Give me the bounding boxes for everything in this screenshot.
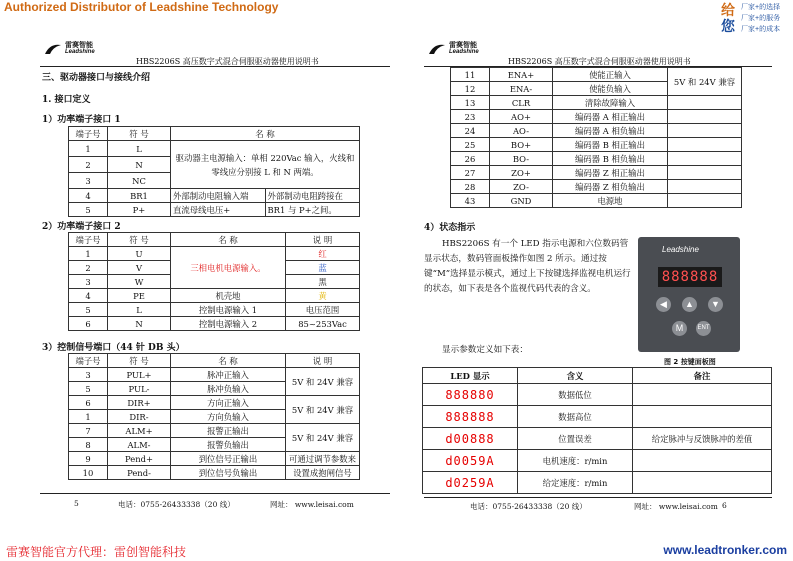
- col-header: 符 号: [108, 354, 171, 368]
- table-row: [451, 194, 742, 208]
- agent-banner: 雷赛智能官方代理：雷创智能科技: [6, 545, 187, 559]
- table-row: [451, 110, 742, 124]
- brand-cn: 雷赛智能: [65, 42, 93, 49]
- cell: CLR: [490, 96, 553, 110]
- table-row: [69, 368, 360, 382]
- cell: 1: [69, 141, 108, 157]
- cell-empty: [668, 110, 742, 124]
- left-footer-tel: 电话：0755-26433338（20 线）: [118, 500, 235, 509]
- cell: 23: [451, 110, 490, 124]
- leadshine-swirl-icon: [428, 42, 446, 56]
- cell: 2: [69, 261, 108, 275]
- cell-empty: [668, 152, 742, 166]
- section-power-port-1: 1）功率端子接口 1: [42, 115, 121, 125]
- chapter-title: 三、驱动器接口与接线介绍: [42, 73, 151, 83]
- cell-empty: [668, 166, 742, 180]
- cell: 方向负输入: [171, 410, 286, 424]
- cell: 报警负输出: [171, 438, 286, 452]
- subsection-interface: 1. 接口定义: [42, 95, 91, 105]
- cell: 报警正输出: [171, 424, 286, 438]
- cell: V: [108, 261, 171, 275]
- col-header: 符 号: [108, 127, 171, 141]
- ent-key: ENT: [696, 321, 711, 336]
- cell: 位置误差: [518, 428, 633, 450]
- cell: 编码器 Z 相负输出: [553, 180, 668, 194]
- cell: 到位信号正输出: [171, 452, 286, 466]
- cell: 直流母线电压+: [171, 203, 266, 217]
- right-footer-tel: 电话：0755-26433338（20 线）: [470, 502, 587, 511]
- col-header: 备注: [633, 368, 772, 384]
- cell-empty: [668, 180, 742, 194]
- cell: ZO+: [490, 166, 553, 180]
- cell: 机壳地: [171, 289, 286, 303]
- right-doc-title: HBS2206S 高压数字式混合伺服驱动器使用说明书: [508, 57, 691, 66]
- cell: L: [108, 141, 171, 157]
- col-header: 说 明: [286, 233, 360, 247]
- cell: 9: [69, 452, 108, 466]
- cell-main-power-desc: 驱动器主电源输入：单相 220Vac 输入，火线和零线应分别接 L 和 N 两端。: [171, 141, 360, 189]
- cell-empty: [668, 194, 742, 208]
- cell-color-black: 黑: [286, 275, 360, 289]
- cell: 3: [69, 368, 108, 382]
- led-code: d0259A: [423, 472, 518, 494]
- table-row: [423, 406, 772, 428]
- col-header: 端子号: [69, 233, 108, 247]
- leadshine-swirl-icon: [44, 42, 62, 56]
- cell: 外部制动电阻跨接在: [265, 189, 360, 203]
- cell: U: [108, 247, 171, 261]
- left-header-rule: [40, 66, 390, 67]
- cell-empty: [668, 138, 742, 152]
- cell: 26: [451, 152, 490, 166]
- cell: 28: [451, 180, 490, 194]
- col-header: 名 称: [171, 233, 286, 247]
- cell: 43: [451, 194, 490, 208]
- table-row: [69, 452, 360, 466]
- table-header-row: [69, 233, 360, 247]
- cell: Pend-: [108, 466, 171, 480]
- cell: Pend+: [108, 452, 171, 466]
- table-row: [69, 317, 360, 331]
- control-signal-table: [68, 353, 360, 480]
- cell-compat-note: 5V 和 24V 兼容: [286, 368, 360, 396]
- cell-compat-note: 5V 和 24V 兼容: [286, 396, 360, 424]
- table-row: [451, 124, 742, 138]
- cell: ENA-: [490, 82, 553, 96]
- cell: 编码器 A 相正输出: [553, 110, 668, 124]
- section-power-port-2: 2）功率端子接口 2: [42, 222, 121, 232]
- cell: ZO-: [490, 180, 553, 194]
- col-header: 名 称: [171, 127, 360, 141]
- cell-motor-power: 三相电机电源输入。: [171, 247, 286, 289]
- table-row: [69, 466, 360, 480]
- cell: 24: [451, 124, 490, 138]
- cell-color-blue: 蓝: [286, 261, 360, 275]
- led-code: 888888: [423, 406, 518, 428]
- cell-color-yellow: 黄: [286, 289, 360, 303]
- cell: PUL+: [108, 368, 171, 382]
- cell: 外部制动电阻输入端: [171, 189, 266, 203]
- cell: 数据低位: [518, 384, 633, 406]
- table-row: [423, 472, 772, 494]
- led-display-table: [422, 367, 772, 494]
- table-header-row: [69, 354, 360, 368]
- cell: 电源地: [553, 194, 668, 208]
- cell: AO+: [490, 110, 553, 124]
- cell: 给定速度：r/min: [518, 472, 633, 494]
- cell: 1: [69, 410, 108, 424]
- cell: 电机速度：r/min: [518, 450, 633, 472]
- table-row: [69, 247, 360, 261]
- cell: 编码器 B 相正输出: [553, 138, 668, 152]
- cell: 脉冲正输入: [171, 368, 286, 382]
- cell: 10: [69, 466, 108, 480]
- cell: L: [108, 303, 171, 317]
- cell: 给定脉冲与反馈脉冲的差值: [633, 428, 772, 450]
- distributor-banner: Authorized Distributor of Leadshine Technology: [4, 0, 279, 14]
- cell: 12: [451, 82, 490, 96]
- cell: BO+: [490, 138, 553, 152]
- cell: PE: [108, 289, 171, 303]
- figure-caption: 图 2 按键面板图: [664, 358, 716, 366]
- table-row: [423, 428, 772, 450]
- cell: BO-: [490, 152, 553, 166]
- cell: 编码器 Z 相正输出: [553, 166, 668, 180]
- table-header-row: [423, 368, 772, 384]
- cell: [633, 472, 772, 494]
- col-header: LED 显示: [423, 368, 518, 384]
- cell: 方向正输入: [171, 396, 286, 410]
- cell: [633, 450, 772, 472]
- corner-logo: [719, 0, 793, 44]
- left-footer-rule: [40, 493, 390, 494]
- keypad-panel-image: [638, 237, 740, 352]
- table-row: [451, 152, 742, 166]
- cell: 5: [69, 382, 108, 396]
- col-header: 端子号: [69, 354, 108, 368]
- col-header: 说 明: [286, 354, 360, 368]
- cell-empty: [668, 124, 742, 138]
- brand-en: Leadshine: [449, 49, 479, 55]
- cell: NC: [108, 173, 171, 189]
- led-code: 888880: [423, 384, 518, 406]
- cell: 13: [451, 96, 490, 110]
- cell: 清除故障输入: [553, 96, 668, 110]
- cell: 编码器 B 相负输出: [553, 152, 668, 166]
- cell: DIR-: [108, 410, 171, 424]
- cell: GND: [490, 194, 553, 208]
- cell: W: [108, 275, 171, 289]
- corner-line-1: 厂家+的选择: [741, 4, 781, 11]
- col-header: 含义: [518, 368, 633, 384]
- power-port-1-table: [68, 126, 360, 217]
- cell: BR1 与 P+之间。: [265, 203, 360, 217]
- table-row: [69, 189, 360, 203]
- table-row: [423, 384, 772, 406]
- cell: 6: [69, 317, 108, 331]
- corner-char-2: 您: [721, 19, 735, 35]
- table-intro: 显示参数定义如下表：: [442, 345, 528, 355]
- right-footer-rule: [424, 497, 772, 498]
- cell: 控制电源输入 2: [171, 317, 286, 331]
- col-header: 名 称: [171, 354, 286, 368]
- cell: 1: [69, 247, 108, 261]
- cell: 4: [69, 189, 108, 203]
- col-header: 符 号: [108, 233, 171, 247]
- left-doc-title: HBS2206S 高压数字式混合伺服驱动器使用说明书: [136, 57, 319, 66]
- cell: N: [108, 317, 171, 331]
- section-status-indicator: 4）状态指示: [424, 223, 476, 233]
- cell: 8: [69, 438, 108, 452]
- website-link[interactable]: www.leadtronker.com: [663, 543, 787, 557]
- table-row: [69, 203, 360, 217]
- cell: 使能正输入: [553, 68, 668, 82]
- cell: 数据高位: [518, 406, 633, 428]
- left-arrow-icon: ◀: [656, 297, 671, 312]
- cell: 25: [451, 138, 490, 152]
- table-row: [69, 424, 360, 438]
- cell: 脉冲负输入: [171, 382, 286, 396]
- cell: ENA+: [490, 68, 553, 82]
- corner-line-3: 厂家+的成本: [741, 26, 781, 33]
- cell: 2: [69, 157, 108, 173]
- cell: 3: [69, 173, 108, 189]
- table-row: [451, 180, 742, 194]
- cell: 编码器 A 相负输出: [553, 124, 668, 138]
- table-row: [69, 303, 360, 317]
- table-row: [451, 138, 742, 152]
- table-row: [423, 450, 772, 472]
- table-row: [451, 166, 742, 180]
- cell: 可通过调节参数来: [286, 452, 360, 466]
- cell: DIR+: [108, 396, 171, 410]
- cell: AO-: [490, 124, 553, 138]
- corner-line-2: 厂家+的服务: [741, 15, 781, 22]
- corner-char-1: 给: [721, 3, 735, 19]
- cell-empty: [668, 96, 742, 110]
- cell: PUL-: [108, 382, 171, 396]
- right-brand-logo: [428, 42, 479, 56]
- section-control-signal: 3）控制信号端口（44 针 DB 头）: [42, 343, 185, 353]
- cell: N: [108, 157, 171, 173]
- cell: 电压范围: [286, 303, 360, 317]
- cell: 6: [69, 396, 108, 410]
- left-brand-logo: [44, 42, 95, 56]
- left-page-number: 5: [74, 499, 79, 508]
- cell: 4: [69, 289, 108, 303]
- cell: 27: [451, 166, 490, 180]
- cell: 控制电源输入 1: [171, 303, 286, 317]
- down-arrow-icon: ▼: [708, 297, 723, 312]
- m-key: M: [672, 321, 687, 336]
- table-row: [69, 289, 360, 303]
- cell: 7: [69, 424, 108, 438]
- table-row: [69, 396, 360, 410]
- led-code: d00888: [423, 428, 518, 450]
- control-signal-table-cont: [450, 67, 742, 208]
- cell: 使能负输入: [553, 82, 668, 96]
- cell: 3: [69, 275, 108, 289]
- cell: 5: [69, 303, 108, 317]
- cell-color-red: 红: [286, 247, 360, 261]
- power-port-2-table: [68, 232, 360, 331]
- device-display: 888888: [658, 267, 722, 287]
- left-footer-web: 网址： www.leisai.com: [270, 500, 354, 509]
- cell-compat-note: 5V 和 24V 兼容: [668, 68, 742, 96]
- cell: BR1: [108, 189, 171, 203]
- cell: 设置成抱闸信号: [286, 466, 360, 480]
- cell: 11: [451, 68, 490, 82]
- cell: P+: [108, 203, 171, 217]
- led-code: d0059A: [423, 450, 518, 472]
- cell: [633, 406, 772, 428]
- brand-cn: 雷赛智能: [449, 42, 477, 49]
- table-header-row: [69, 127, 360, 141]
- brand-en: Leadshine: [65, 49, 95, 55]
- cell: 到位信号负输出: [171, 466, 286, 480]
- cell: ALM+: [108, 424, 171, 438]
- up-arrow-icon: ▲: [682, 297, 697, 312]
- table-row: [69, 141, 360, 157]
- cell-compat-note: 5V 和 24V 兼容: [286, 424, 360, 452]
- cell: 85~253Vac: [286, 317, 360, 331]
- cell: [633, 384, 772, 406]
- table-row: [451, 96, 742, 110]
- cell: ALM-: [108, 438, 171, 452]
- right-footer-web: 网址： www.leisai.com: [634, 502, 718, 511]
- col-header: 端子号: [69, 127, 108, 141]
- cell: 5: [69, 203, 108, 217]
- device-brand: Leadshine: [662, 245, 699, 254]
- status-paragraph: HBS2206S 有一个 LED 指示电源和六位数码管显示状态，数码管面板操作如图 2 所示。通过按键“M”选择显示模式，通过上下按键选择监视电机运行的状态，如下表是各个监视代码代表的含义。: [424, 239, 631, 294]
- right-page-number: 6: [722, 501, 727, 510]
- table-row: [451, 68, 742, 82]
